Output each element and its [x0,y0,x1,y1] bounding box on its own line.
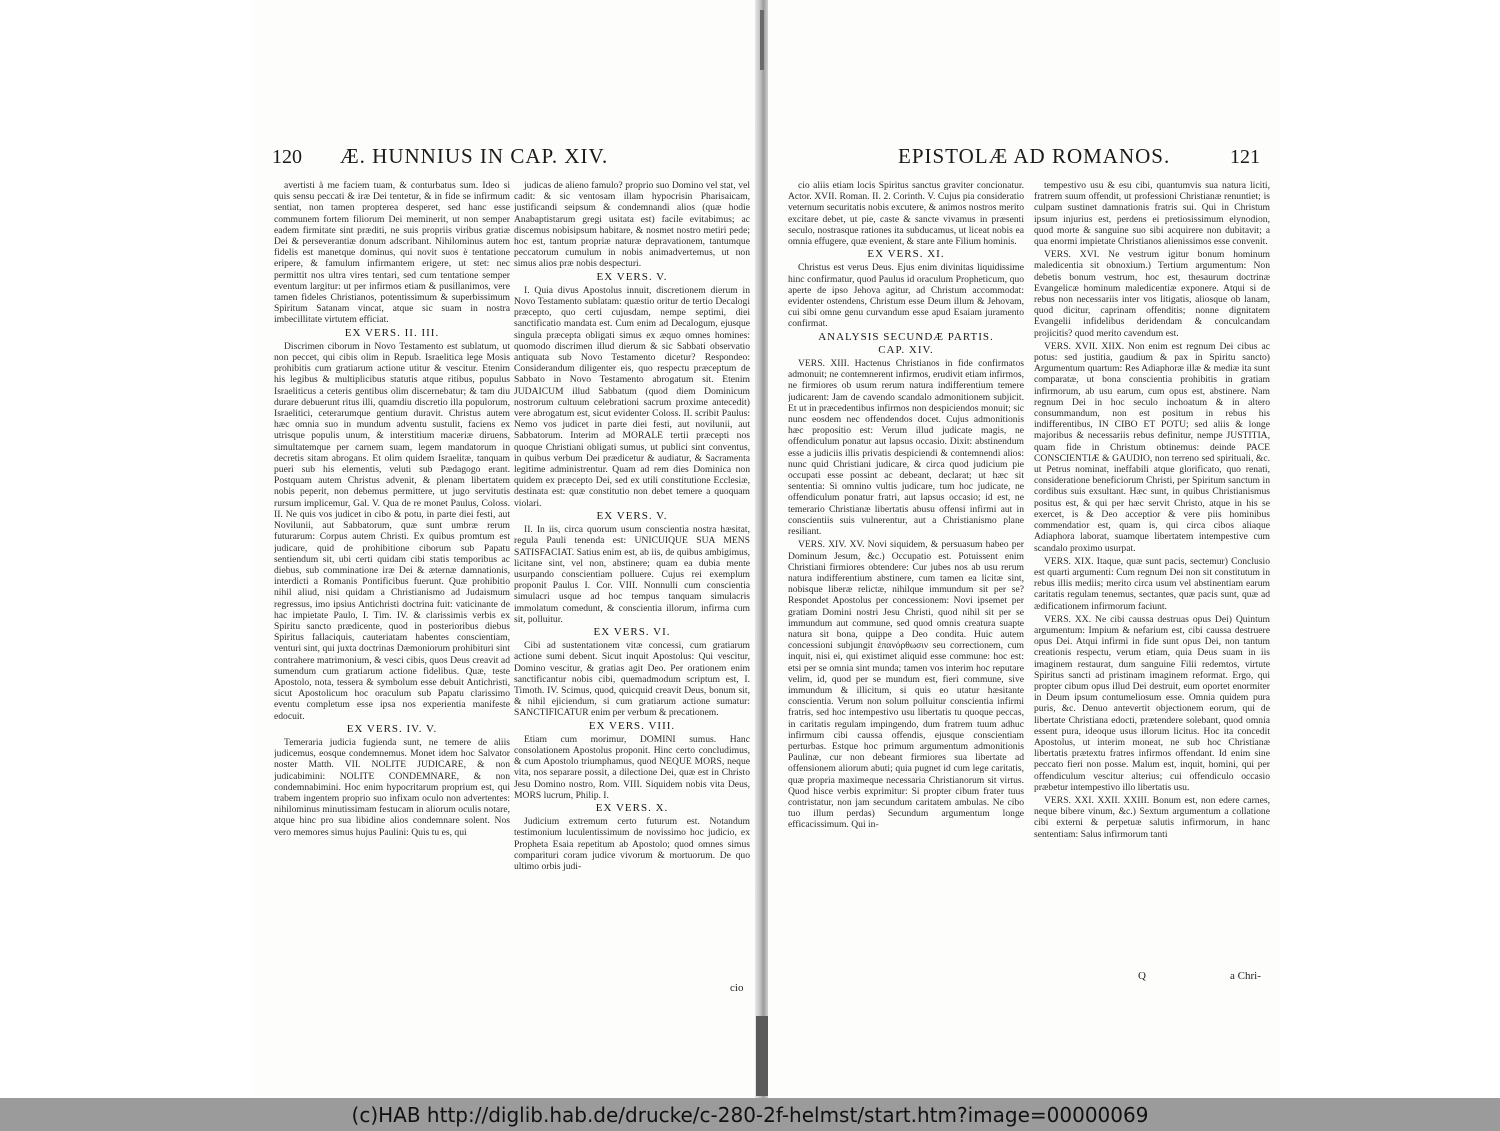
section-heading: EX VERS. X. [595,801,669,814]
section-heading: EX VERS. VIII. [588,719,676,732]
paragraph: Judicium extremum certo futurum est. Notandum testimonium luculentissimum de novissimo hoc judicio, ex Propheta Esaia repetitum ab Apostolo; quod omnes simus comparituri coram judice vivorum & mortuorum. De quo ultimo orbis judi- [514,816,750,872]
left-page [252,0,760,1098]
signature-mark: Q [1138,970,1146,982]
page-number: 121 [1230,146,1260,168]
source-credit-bar [0,1098,1500,1131]
section-heading: EX VERS. V. [596,509,668,522]
paragraph: Discrimen ciborum in Novo Testamento est sublatum, ut non peccet, qui cibis olim in Repub. Israelitica lege Mosis prohibitis cum gratiarum actione utitur & vescitur. Etenim his legibus & multiplicibus statutis atque ritibus, populus Israeliticus a ceteris gentibus olim discernebatur; & tam diu durare debuerunt ritus illi, quamdiu discretio illa populorum, Israelitici, ceterarumque gentium duravit. Christus autem hæc omnia suo in mundum adventu sustulit, faciens ex utrisque populis unum, & interstitium maceriæ diruens, simultatemque per carnem suam, legem mandatorum in decretis sitam abrogans. Et olim quidem Israelitæ, tanquam pueri sub his elementis, veluti sub Pædagogo erant. Postquam autem Christus advenit, & plenam libertatem nobis peperit, non debemus permittere, ut jugo servitutis rursum implicemur, Gal. V. Qua de re monet Paulus, Coloss. II. Ne quis vos judicet in cibo & potu, in parte diei festi, aut Novilunii, aut Sabbatorum, quæ sunt umbræ rerum futurarum: Corpus autem Christi. Ex quibus promtum est judicare, quid de prohibitione ciborum sub Papatu sentiendum sit, ubi certi quidam cibi statis temporibus ac diebus, sub comminatione iræ Dei & æternæ damnationis, interdicti a Romanis Pontificibus fuerunt. Quæ prohibitio nihil aliud, nisi quidam a Christianismo ad Judaismum regressus, imo ipsius Antichristi doctrina fuit: vaticinante de hac impietate Paulo, I. Tim. IV. & clarissimis verbis ex Spiritu sancto prædicente, quod in posterioribus diebus Spiritus fallaciquis, cauteriatam habentes conscientiam, venturi sint, qui juxta doctrinas Dæmoniorum prohibituri sint contrahere matrimonium, & vesci cibis, quos Deus creavit ad sumendum cum gratiarum actione fidelibus. Quæ, teste Apostolo, nota, tessera & symbolum esse debuit Antichristi, sicut Apostolicum hoc oraculum sub Papatu clarissimo eventu completum esse ipsa nos experientia manifeste edocuit. [274,340,510,722]
running-head: EPISTOLÆ AD ROMANOS. [898,144,1171,168]
catchword: a Chri- [1230,970,1261,982]
paragraph: Christus est verus Deus. Ejus enim divinitas liquidissime hinc confirmatur, quod Paulus id oraculum Propheticum, quo aperte de ipso Jehova agitur, ad Christum accommodat: evidenter ostendens, Christum esse Deum illum & Jehovam, cui sibi omne genu curvandum esse apud Esaiam juramento confirmat. [788,262,1024,330]
section-heading: EX VERS. V. [596,270,668,283]
paragraph: VERS. XVII. XIIX. Non enim est regnum Dei cibus ac potus: sed justitia, gaudium & pax in Spiritu sancto) Argumentum quartum: Res Adiaphoræ illæ & mediæ ita sunt comparatæ, ut bona conscientia prohibitis in gratiam infirmorum, ab usu earum, cum opus est, abstinere. Nam regnum Dei in hoc seculo inchoatum & in altero consummandum, non est positum in rebus his indifferentibus, IN CIBO ET POTU; sed aliis & longe majoribus & necessariis rebus definitur, nempe JUSTITIA, quam fide in Christum obtinemus: deinde PACE CONSCIENTIÆ & GAUDIO, non terreno sed spirituali, &c. ut Petrus nominat, ineffabili atque glorificato, quo renati, consideratione beneficiorum Christi, per Spiritum sanctum in cordibus suis exsultant. Hæc sunt, in quibus Christianismus positus est, & qui per hæc servit Christo, atque in his se exercet, is & Deo acceptior & vere piis hominibus commendatior est, quam is, qui circa cibos aliaque Adiaphora laborat, suamque libertatem intempestive cum scandalo proximo usurpat. [1034,340,1270,554]
page-number: 120 [272,146,302,168]
section-heading: EX VERS. IV. V. [346,722,438,735]
paragraph: VERS. XX. Ne cibi caussa destruas opus Dei) Quintum argumentum: Impium & nefarium est, cibi caussa destruere opus Dei. Atqui infirmi in fide sunt opus Dei, non tantum creationis respectu, verum etiam, quia Deus suam in iis imaginem restaurat, dum sanguine Filii redemtos, virtute Spiritus sancti ad pristinam imaginem reformat. Ergo, qui propter cibum opus illud Dei destruit, eum oportet enormiter in Deum ipsum contumeliosum esse. Omnia quidem pura puris, &c. Denuo antevertit objectionem eorum, qui de libertate Christiana edocti, prætendere solebant, quod omnia essent pura, ideoque usus illorum licitus. Hoc ita concedit Apostolus, ut interim moneat, ne sub hoc Christianæ libertatis prætextu fratres infirmos offendant. Id enim sine peccato fieri non posse. Malum est, inquit, homini, qui per offendiculum vescitur alterius; cui offendiculo occasio præbetur intempestivo illo libertatis usu. [1034,613,1270,793]
catchword: cio [730,982,744,994]
section-heading: EX VERS. II. III. [344,326,440,339]
text-column-1 [788,180,1024,980]
paragraph: Temeraria judicia fugienda sunt, ne temere de aliis judicemus, eosque condemnemus. Monet idem hoc Salvator noster Matth. VII. NOLITE JUDICARE, & non judicabimini: NOLITE CONDEMNARE, & non condemnabimini. Hoc enim hypocritarum proprium est, qui trabem ingentem proprio suo infixam oculo non advertentes: nihilominus minutissimam festucam in aliorum oculis notare, atque hinc pro sua libidine alios condemnare solent. Nos vero memores simus hujus Paulini: Quis tu es, qui [274,736,510,838]
book-gutter [755,0,769,1098]
paragraph: VERS. XXI. XXII. XXIII. Bonum est, non edere carnes, neque bibere vinum, &c.) Sextum argumentum a collatione cibi externi & perpetuæ salutis infirmorum, in hanc sententiam: Salus infirmorum tanti [1034,794,1270,840]
section-heading: EX VERS. XI. [867,248,945,261]
text-column-2 [514,180,750,980]
paragraph: avertisti à me faciem tuam, & conturbatus sum. Ideo si quis sensu peccati & iræ Dei tentetur, & in fide se infirmum sentiat, non tamen propterea desperet, sed hanc esse communem fortem filiorum Dei meminerit, ut non semper eadem firmitate sint præditi, ne suis propriis viribus gratiæ Dei & perseverantiæ donum adscribant. Nihilominus autem fidelis est manetque dominus, qui novit suos è tentatione eripere, & famulum infirmantem erigere, ut stet: nec permittit nos ultra vires tentari, sed cum tentatione semper eventum largitur: ut per infirmos etiam & pusillanimos, vere tamen fideles Christianos, potentissimum & superbissimum Spiritum Satanam vincat, atque sic suam in nostra imbecillitate virtutem efficiat. [274,180,510,326]
section-heading: EX VERS. VI. [593,625,671,638]
section-heading: ANALYSIS SECUNDÆ PARTIS. [818,330,994,343]
running-head: Æ. HUNNIUS IN CAP. XIV. [340,144,609,168]
text-column-2 [1034,180,1270,980]
paragraph: II. In iis, circa quorum usum conscientia nostra hæsitat, regula Pauli tenenda est: UNICUIQUE SUA MENS SATISFACIAT. Satius enim est, ab iis, de quibus ambigimus, licitane sint, vel non, abstinere; quam ea dubia mente usurpando conscientiam polluere. Cujus rei exemplum proponit Paulus I. Cor. VIII. Nonnulli cum conscientia simulacri usque ad hoc tempus tanquam simulacris immolatum comedunt, & conscientia illorum, infirma cum sit, polluitur. [514,524,750,625]
paragraph: Etiam cum morimur, DOMINI sumus. Hanc consolationem Apostolus proponit. Hinc certo concludimus, & cum Apostolo triumphamus, quod NEQUE MORS, neque vita, nos separare possit, a dilectione Dei, quæ est in Christo Jesu Domino nostro, Rom. VIII. Siquidem nobis vita Deus, MORS lucrum, Philip. I. [514,733,750,801]
paragraph: VERS. XIII. Hactenus Christianos in fide confirmatos admonuit; ne contemnerent infirmos, erudivit etiam infirmos, ne firmiores ob usum rerum natura indifferentium temere judicarent: Jam de cavendo scandalo admonitionem subjicit. Et ut in præcedentibus infirmos non despiciendos monuit; sic nunc eosdem nec offendendos docet. Cujus admonitionis hæc propositio est: Verum illud judicate magis, ne offendiculum ponatur aut lapsus occasio. Dixit: abstinendum esse a judiciis illis privatis despiciendi & contemnendi alios: nunc quid Christiani judicare, & circa quod judicium pie occupati esse possint ac debeant, declarat; ut hæc sit sententia: Si omnino vultis judicare, tum hoc judicate, ne offendiculum ponatur fratri, aut lapsus occasio; id est, ne temerario Christianæ libertatis abusu offensi infirmi aut in conscientiis suis vulnerentur, aut a Christianismo plane resiliant. [788,358,1024,538]
binding-shadow [760,10,764,70]
paragraph: judicas de alieno famulo? proprio suo Domino vel stat, vel cadit: & sic ventosam illam hypocrisin Pharisaicam, justificandi seipsum & condemnandi alios (quæ hodie Anabaptistarum gregi usitata est) facile evitabimus; ac discemus nobisipsum habitare, & nosmet nostro metiri pede; hoc est, tantum propriæ naturæ depravationem, tantumque peccatorum cumulum in nobis animadvertemus, ut non simus alios præ nobis despecturi. [514,180,750,270]
right-page [768,0,1280,1098]
text-column-1 [274,180,510,980]
paragraph: VERS. XVI. Ne vestrum igitur bonum hominum maledicentia sit obnoxium.) Tertium argumentum: Non debetis bonum vestrum, hoc est, thesaurum doctrinæ Evangelicæ hominum maledicentiæ exponere. Atqui si de rebus non necessariis inter vos litigatis, aliosque ob lanam, quod dicitur, caprinam offenditis; nonne dignitatem Evangelii infidelibus deridendam & conculcandam projicitis? quod merito cavendum est. [1034,249,1270,339]
paragraph: VERS. XIX. Itaque, quæ sunt pacis, sectemur) Conclusio est quarti argumenti: Cum regnum Dei non sit constitutum in rebus illis mediis; merito circa usum vel abstinentiam earum caritatis regulam tenemus, sectantes, quæ pacis sunt, quæ ad ædificationem infirmorum faciunt. [1034,555,1270,612]
paragraph: cio aliis etiam locis Spiritus sanctus graviter concionatur. Actor. XVII. Roman. II. 2. Corinth. V. Cujus pia consideratio veternum securitatis nobis excutere, & animos nostros merito excitare debet, ut pie, caste & sancte vivamus in præsenti seculo, nostrasque rationes ita subducamus, ut liceat nobis ea omnia effugere, quæ evenient, & stare ante Filium hominis. [788,180,1024,248]
paragraph: I. Quia divus Apostolus innuit, discretionem dierum in Novo Testamento sublatam: quæstio oritur de tertio Decalogi præcepto, quo certi cujusdam, nempe septimi, diei sanctificatio mandata est. Cum enim ad Decalogum, ejusque singula præcepta obligati simus ex æquo omnes homines: quomodo discrimen illud dierum & sic Sabbati observatio antiquata sub Novo Testamento dicetur? Respondeo: Considerandum diligenter eis, quo respectu præceptum de Sabbato in Novo Testamento abrogatum sit. Etenim JUDAICUM illud Sabbatum (quod diem Dominicum nostrorum cultuum celebrationi sacrum proxime antecedit) vere abrogatum est, sicut evidenter Coloss. II. scribit Paulus: Nemo vos judicet in parte diei festi, aut novilunii, aut Sabbatorum. Interim ad MORALE tertii præcepti nos quoque Christiani obligati sumus, ut publici sint conventus, in quibus verbum Dei prædicetur & audiatur, & Sacramenta legitime administrentur. Quam ad rem dies Dominica non quidem ex præcepto Dei, sed ex utili constitutione Ecclesiæ, destinata est: quæ constitutio non debet temere a quoquam violari. [514,284,750,509]
paragraph: Cibi ad sustentationem vitæ concessi, cum gratiarum actione sumi debent. Sicut inquit Apostolus: Qui vescitur, Domino vescitur, & gratias agit Deo. Per orationem enim sanctificantur nobis cibi, quemadmodum scriptum est, I. Timoth. IV. Scimus, quod, quicquid creavit Deus, bonum sit, & nihil ejiciendum, si cum gratiarum actione sumatur: SANCTIFICATUR enim per verbum & precationem. [514,640,750,719]
paragraph: tempestivo usu & esu cibi, quantumvis sua natura liciti, fratrem suum offendit, ut professioni Christianæ renuntiet; is culpam sustinet damnationis fratris sui. Qui in Christum ipsum injurius est, perdens ei pretiosissimum elynodion, quod morte & sanguine suo sibi acquirere non dubitavit; a qua enormi impietate Christianos alienissimos esse convenit. [1034,180,1270,248]
paragraph: VERS. XIV. XV. Novi siquidem, & persuasum habeo per Dominum Jesum, &c.) Occupatio est. Potuissent enim Christiani firmiores obtendere: Cur jubes nos ab usu rerum natura indifferentium abstinere, cum tamen ea licitæ sint, nobisque liberæ relictæ, nihilque immundum sit per se? Respondet Apostolus per concessionem: Novi ipsemet per gratiam Domini nostri Jesu Christi, quod nihil sit per se immundum aut commune, sed quod omnis creatura suapte natura sit bona, quippe a Deo condita. Huic autem concessioni subjungit ἐπανόρθωσιν seu correctionem, cum inquit, nisi ei, qui existimet aliquid esse commune: hoc est: etsi per se omnia sint munda; tamen vos interim hoc reputare velim, id, quod per se mundum est, fieri commune, sive immundum & illicitum, si quis eo utatur hæsitante conscientia. Verum non solum polluitur conscientia infirmi fratris, sed hoc intempestivo usu libertatis tu quoque peccas, in caritatis regulam impingendo, dum fratrem tuum adhuc infirmum cibi caussa offendis, ejusque conscientiam perturbas. Estque hoc primum argumentum admonitionis Paulinæ, cur non debeant firmiores sua libertate ad offensionem aliorum abuti; quia pugnet id cum lege caritatis, quæ propria maximeque necessaria Christianorum sit virtus. Quod hisce verbis exprimitur: Si propter cibum frater tuus contristatur, non jam secundum caritatem ambulas. Ne cibo tuo illum perdas) Secundum argumentum longe efficacissimum. Qui in- [788,539,1024,831]
source-credit: (c)HAB http://diglib.hab.de/drucke/c-280-2f-helmst/start.htm?image=00000069 [351,1102,1149,1127]
section-heading: CAP. XIV. [878,343,934,356]
